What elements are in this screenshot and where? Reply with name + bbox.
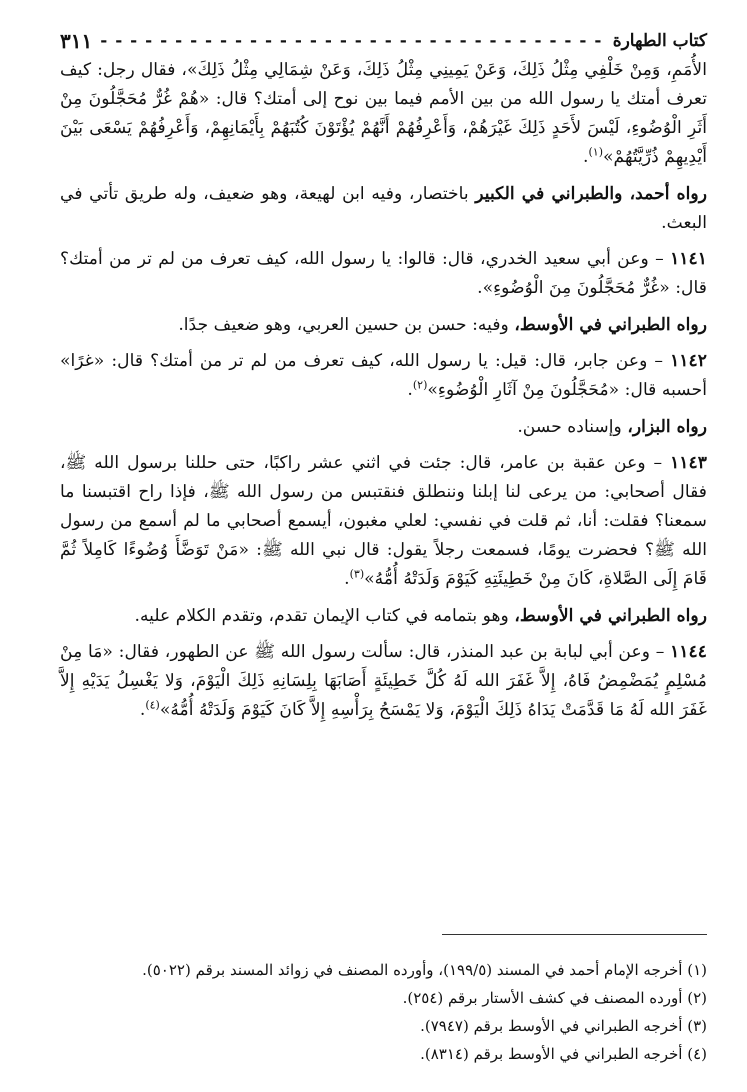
source-2-text: وفيه: حسن بن حسين العربي، وهو ضعيف جدًا. (178, 315, 515, 335)
hadith-number-1141: ١١٤١ (670, 249, 707, 269)
book-title: كتاب الطهارة (612, 31, 707, 51)
footnote-ref-1: (١) (588, 145, 603, 159)
footnote-ref-3: (٣) (349, 567, 365, 581)
footnote-ref-2: (٢) (412, 378, 428, 392)
header-dash-rule (100, 31, 604, 51)
source-4-bold: رواه الطبراني في الأوسط، (514, 606, 707, 626)
source-note-3 (60, 413, 707, 442)
hadith-continuation: الأُمَمِ، وَمِنْ خَلْفِي مِثْلُ ذَلِكَ، وَعَنْ يَمِينِي مِثْلُ ذَلِكَ، وَعَنْ شِمَالِي مِثْلُ ذَلِكَ»، فقال رجل: كيف تعرف أمتك يا رسول الله من بين الأمم فيما بين نوح إلى أمتك؟ قال: «هُمْ غُرٌّ مُحَجَّلُونَ مِنْ أَثَرِ الْوُضُوءِ، لَيْسَ لأَحَدٍ ذَلِكَ غَيْرَهُمْ، وَأَعْرِفُهُمْ أَنَّهُمْ يُؤْتَوْنَ كُتُبَهُمْ بِأَيْمَانِهِمْ، وَأَعْرِفُهُمْ يَسْعَى بَيْنَ أَيْدِيهِمْ ذُرِّيَّتُهُمْ»$^{(١)}$. (60, 60, 707, 167)
hadith-1141 (60, 245, 707, 303)
hadith-1144-text: – وعن أبي لبابة بن عبد المنذر، قال: سألت رسول الله ﷺ عن الطهور، فقال: «مَا مِنْ مُسْلِمٍ يُمَضْمِضُ فَاهُ، إِلاَّ غَفَرَ الله لَهُ كُلَّ خَطِيئَةٍ أَصَابَهَا بِلِسَانِهِ ذَلِكَ الْيَوْمَ، وَلا يَغْسِلُ يَدَيْهِ إِلاَّ غَفَرَ الله لَهُ مَا قَدَّمَتْ يَدَاهُ ذَلِكَ الْيَوْمَ، وَلا يَمْسَحُ بِرَأْسِهِ إِلاَّ كَانَ كَيَوْمَ وَلَدَتْهُ أُمُّهُ» (60, 642, 707, 720)
source-3-bold: رواه البزار، (627, 417, 707, 437)
hadith-1141-text: – وعن أبي سعيد الخدري، قال: قالوا: يا رسول الله، كيف تعرف من لم تر من أمتك؟ قال: «غُرٌّ مُحَجَّلُونَ مِنَ الْوُضُوءِ». (60, 249, 707, 298)
hadith-number-1142: ١١٤٢ (670, 351, 707, 371)
hadith-number-1143: ١١٤٣ (670, 453, 707, 473)
running-header (60, 28, 707, 54)
source-note-1 (60, 180, 707, 238)
footnote-4: (٤) أخرجه الطبراني في الأوسط برقم (٨٣١٤). (420, 1045, 707, 1063)
page-number: ٣١١ (60, 29, 93, 53)
footnote-separator (442, 934, 707, 935)
source-3-text: وإسناده حسن. (517, 417, 628, 437)
hadith-1143-text: – وعن عقبة بن عامر، قال: جئت في اثني عشر راكبًا، حتى حللنا برسول الله ﷺ، فقال أصحابي: من يرعى لنا إبلنا وننطلق فنقتبس من رسول الله ﷺ، فإذا راح اقتبسنا ما سمعنا؟ فقلت: أنا، ثم قلت في نفسي: لعلي مغبون، أيسمع أصحابي ما لم أسمع من رسول الله ﷺ؟ فحضرت يومًا، فسمعت رجلاً يقول: قال نبي الله ﷺ: «مَنْ تَوَضَّأَ وُضُوءًا كَامِلاً ثُمَّ قَامَ إِلَى الصَّلاةِ، كَانَ مِنْ خَطِيئَتِهِ كَيَوْمَ وَلَدَتْهُ أُمُّهُ» (60, 453, 707, 589)
footnotes (60, 956, 707, 1068)
source-1-bold: رواه أحمد، والطبراني في الكبير (475, 184, 707, 204)
hadith-1144: ١١٤٤ – وعن أبي لبابة بن عبد المنذر، قال: سألت رسول الله ﷺ عن الطهور، فقال: «مَا مِنْ مُسْلِمٍ يُمَضْمِضُ فَاهُ، إِلاَّ غَفَرَ الله لَهُ كُلَّ خَطِيئَةٍ أَصَابَهَا بِلِسَانِهِ ذَلِكَ الْيَوْمَ، وَلا يَغْسِلُ يَدَيْهِ إِلاَّ غَفَرَ الله لَهُ مَا قَدَّمَتْ يَدَاهُ ذَلِكَ الْيَوْمَ، وَلا يَمْسَحُ بِرَأْسِهِ إِلاَّ كَانَ كَيَوْمَ وَلَدَتْهُ أُمُّهُ»$^{(٤)}$. (60, 642, 707, 720)
source-2-bold: رواه الطبراني في الأوسط، (514, 315, 707, 335)
hadith-1143: ١١٤٣ – وعن عقبة بن عامر، قال: جئت في اثني عشر راكبًا، حتى حللنا برسول الله ﷺ، فقال أصحابي: من يرعى لنا إبلنا وننطلق فنقتبس من رسول الله ﷺ، فإذا راح اقتبسنا ما سمعنا؟ فقلت: أنا، ثم قلت في نفسي: لعلي مغبون، أيسمع أصحابي ما لم أسمع من رسول الله ﷺ؟ فحضرت يومًا، فسمعت رجلاً يقول: قال نبي الله ﷺ: «مَنْ تَوَضَّأَ وُضُوءًا كَامِلاً ثُمَّ قَامَ إِلَى الصَّلاةِ، كَانَ مِنْ خَطِيئَتِهِ كَيَوْمَ وَلَدَتْهُ أُمُّهُ»$^{(٣)}$. (60, 453, 707, 589)
footnote-3: (٣) أخرجه الطبراني في الأوسط برقم (٧٩٤٧). (420, 1017, 707, 1035)
footnote-1: (١) أخرجه الإمام أحمد في المسند (١٩٩/٥)، وأورده المصنف في زوائد المسند برقم (٥٠٢٢). (142, 961, 707, 979)
book-page (60, 28, 707, 1063)
hadith-1142: ١١٤٢ – وعن جابر، قال: قيل: يا رسول الله، كيف تعرف من لم تر من أمتك؟ قال: «غرًا» أحسبه قال: «مُحَجَّلُونَ مِنْ آثَارِ الْوُضُوءِ»$^{(٢)}$. (60, 351, 707, 400)
source-note-4 (60, 602, 707, 631)
source-1-text: باختصار، وفيه ابن لهيعة، وهو ضعيف، وله طريق تأتي في البعث. (60, 184, 707, 233)
continuation-text: الأُمَمِ، وَمِنْ خَلْفِي مِثْلُ ذَلِكَ، وَعَنْ يَمِينِي مِثْلُ ذَلِكَ، وَعَنْ شِمَالِي مِثْلُ ذَلِكَ»، فقال رجل: كيف تعرف أمتك يا رسول الله من بين الأمم فيما بين نوح إلى أمتك؟ قال: «هُمْ غُرٌّ مُحَجَّلُونَ مِنْ أَثَرِ الْوُضُوءِ، لَيْسَ لأَحَدٍ ذَلِكَ غَيْرَهُمْ، وَأَعْرِفُهُمْ أَنَّهُمْ يُؤْتَوْنَ كُتُبَهُمْ بِأَيْمَانِهِمْ، وَأَعْرِفُهُمْ يَسْعَى بَيْنَ أَيْدِيهِمْ ذُرِّيَّتُهُمْ» (60, 60, 707, 167)
hadith-1142-text: – وعن جابر، قال: قيل: يا رسول الله، كيف تعرف من لم تر من أمتك؟ قال: «غرًا» أحسبه قال: «مُحَجَّلُونَ مِنْ آثَارِ الْوُضُوءِ» (60, 351, 707, 400)
footnote-ref-4: (٤) (145, 698, 160, 712)
footnote-2: (٢) أورده المصنف في كشف الأستار برقم (٢٥٤). (402, 989, 707, 1007)
source-4-text: وهو بتمامه في كتاب الإيمان تقدم، وتقدم الكلام عليه. (134, 606, 515, 626)
hadith-number-1144: ١١٤٤ (670, 642, 707, 662)
source-note-2 (60, 311, 707, 340)
